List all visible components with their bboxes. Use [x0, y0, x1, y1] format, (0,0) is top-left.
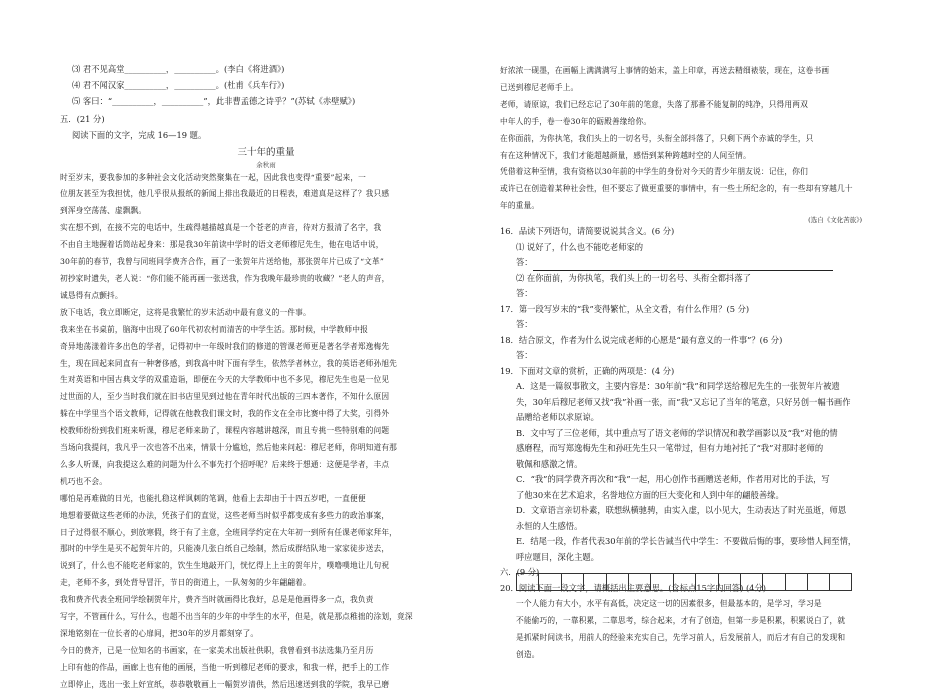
essay-line: 实在想不到，在接不完的电话中，生疏得越描越真是一个苍老的声音，待对方报清了名字，我 — [60, 223, 382, 233]
answer-grid-cell[interactable] — [583, 573, 605, 591]
answer-grid-cell[interactable] — [740, 573, 762, 591]
option-line: E．结尾一段，作者代表30年前的学长告诫当代中学生：不要做后悔的事，要珍惜人间至情， — [516, 536, 857, 547]
answer-grid-cell[interactable] — [606, 573, 628, 591]
answer-grid-cell[interactable] — [538, 573, 560, 591]
option-line: 感磨程，而写郑逸梅先生和孙旺先生只一笔带过，但有力地衬托了“我”对那时老师的 — [516, 443, 824, 454]
answer-label: 答： — [516, 257, 533, 268]
essay-line: 诚恳得有点颤抖。 — [60, 290, 123, 300]
answer-grid[interactable] — [516, 573, 852, 591]
left-column — [60, 62, 472, 694]
answer-grid-cell[interactable] — [673, 573, 695, 591]
option-line: 了他30来在艺术追求，名誉地位方面的巨大变化和人到中年的翩般善缘。 — [516, 489, 784, 500]
essay-line: 躲在中学里当个语文教师，记得就在他教我们课文时，我的作文在全市比赛中得了大奖，引得外 — [60, 409, 390, 419]
option-line: A．这是一篇叙事散文，主要内容是：30年前“我”和同学送给穆尼先生的一张贺年片被遗 — [516, 381, 840, 392]
essay-line: 初抄家时遗失，老人说：“你们能不能再画一张送我，作为我晚年最珍贵的收藏？”老人的声音， — [60, 273, 390, 283]
essay-line: 我和费齐代表全班同学绘制贺年片，费齐当时就画得比我好，总是是他画得多一点，我负责 — [60, 595, 374, 605]
option-line: 敬佩和感激之情。 — [516, 458, 583, 469]
option-line: C．“我”的同学费齐再次和“我”一起，用心创作书画赠送老师，作者用对比的手法，写 — [516, 474, 830, 485]
essay-line: 中年人的手，卷一卷30年的砺殿善缘给你。 — [500, 116, 652, 126]
essay-line: 上印有他的作品，画廊上也有他的画展，当他一听到穆尼老师的要求，和我一样，把手上的工作 — [60, 662, 390, 672]
essay-line: 生，现在回起来同直有一种奢侈感，到我高中时下面有学生，依然学者林立，我的英语老师孙旭先 — [60, 358, 398, 368]
essay-line: 到浑身空荡荡、虚飘飘。 — [60, 206, 147, 216]
essay-line: 今日的费齐，已是一位知名的书画家，在一家美术出版社供职，我曾看到书法选集乃至月历 — [60, 645, 374, 655]
passage-line: 一个人能力有大小，水平有高低，决定这一切的因素很多，但最基本的，是学习，学习是 — [516, 599, 822, 609]
essay-line: 时至岁末，要我参加的多种社会文化活动突然聚集在一起，因此我也变得“重要”起来，一 — [60, 172, 366, 182]
fill-item-3: ⑶ 君不见高堂__________，__________。(李白《将进酒》) — [72, 64, 285, 74]
essay-line: 或许已在创造着某种社会性，但不要忘了做更重要的事情中，有一些土所纪念的，有一些却有穿越几十 — [500, 184, 853, 194]
section6-header: 六．(9 分) — [500, 567, 540, 578]
essay-line: 已送到穆尼老师手上。 — [500, 82, 579, 92]
question-17: 17．第一段写岁末的“我”变得繁忙，从全文看，有什么作用？(5 分) — [500, 303, 750, 314]
option-line: 呼应题目，深化主题。 — [516, 551, 599, 562]
answer-grid-cell[interactable] — [785, 573, 807, 591]
answer-grid-cell[interactable] — [516, 573, 538, 591]
essay-line: 放下电话，我立即断定，这将是我繁忙的岁末活动中最有意义的一件事。 — [60, 307, 311, 317]
answer-18[interactable]: 答： — [516, 350, 533, 361]
fill-item-4: ⑷ 君不闻汉家__________，__________。(杜甫《兵车行》) — [72, 79, 285, 90]
essay-line: 日子过得很不顺心，到放寒假，终于有了主意，全班同学约定在大年初一到所有任课老师家拜年， — [60, 527, 398, 537]
option-line: 失，30年后穆尼老师又找“我”补画一张，而“我”又忘记了当年的笔意，只好另创一幅书画作 — [516, 396, 851, 407]
question-19-options — [500, 379, 880, 565]
section5-instruction: 阅读下面的文字，完成 16—19 题。 — [72, 129, 207, 140]
essay-line: 地想着要做这些老师的办法，凭孩子们的直觉，这些老师当时似乎都变成有多些力的政治事案， — [60, 510, 390, 520]
essay-line: 写字，不管画什么，写什么，也超不出当年的少年的中学生的水平，但是，就是那点稚拙的涂划，竟深 — [60, 612, 413, 622]
essay-author: 余秋雨 — [256, 160, 276, 169]
answer-grid-cell[interactable] — [762, 573, 784, 591]
question-16-2: ⑵ 在你面前，为你执笔，我们头上的一切名号、头衔全都抖落了 — [516, 272, 751, 283]
essay-line: 生对英语和中国古典文学的双重造诣，即便在今天的大学教师中也不多见，穆尼先生也是一位见 — [60, 375, 390, 385]
essay-line: 好浓浓一砚墨，在画幅上满满满写上事情的始末，盖上印章，再送去精细裱装，现在，这卷书画 — [500, 66, 830, 75]
answer-grid-cell[interactable] — [650, 573, 672, 591]
essay-line: 过世面的人，至少当时我们就在旧书店里见到过他在青年时代出版的三四本著作，不知什么原因 — [60, 392, 390, 402]
answer-16-2[interactable]: 答： — [516, 288, 533, 299]
question-20-passage — [500, 596, 880, 664]
question-20: 20．阅读下面一段文字，请概括出主要意思。(含标点15字内回答) (4分) — [500, 582, 766, 593]
option-line: B．文中写了三位老师，其中重点写了语文老师的学识情况和教学画影以及“我”对他的情 — [516, 427, 838, 438]
fill-item-5: ⑸ 客曰：“__________，__________”，此非曹孟德之诗乎？”(苏轼《赤壁赋》) — [72, 95, 356, 106]
answer-line[interactable] — [533, 261, 833, 271]
option-line: 品赠给老师以求原谅。 — [516, 412, 599, 423]
essay-line: 当场向我提问，我凡乎一次也答不出来，情景十分尴尬，然后他来问起：穆尼老师，你明知道有那 — [60, 443, 398, 453]
answer-16-1[interactable] — [500, 255, 880, 271]
option-line: D．文章语言亲切朴素，联想纵横驰骋，由实入虚，以小见大，生动表达了时光虽逝，师恩 — [516, 505, 847, 516]
passage-line: 创造。 — [516, 649, 540, 659]
essay-line: 说到了，什么也不能吃老师家的，饮生生地敲开门，恍忆得上上主的贺年片，噗噜噗地让儿句祝 — [60, 561, 390, 571]
option-line: 永恒的人生感悟。 — [516, 520, 583, 531]
passage-line: 不能偷巧的，一靠积累，二靠思考，综合起来，才有了创造，但第一步是积累，积累说白了，就 — [516, 616, 846, 626]
essay-source: (选自《文化苦旅》) — [808, 216, 862, 225]
essay-line: 么多人听课，向我提这么难的问题为什么不事先打个招呼呢？后来终于想通：这便是学者，丰点 — [60, 459, 390, 469]
answer-17[interactable]: 答： — [516, 319, 533, 330]
essay-line: 机巧也不会。 — [60, 476, 108, 486]
question-19: 19．下面对文章的赏析，正确的两项是：(4 分) — [500, 365, 675, 376]
essay-body-left — [60, 170, 472, 694]
essay-line: 奇异地荡漾着许多出色的学者，记得初中一年级时我们的修道的管课老师更是著名学者郑逸梅先 — [60, 341, 390, 351]
answer-grid-cell[interactable] — [829, 573, 851, 591]
essay-line: 位朋友甚至为我担忧，他几乎很从报纸的新闻上排出我最近的日程表，难道真是这样了？我只感 — [60, 189, 390, 199]
essay-line: 在你面前，为你执笔，我们头上的一切名号，头衔全部抖落了，只剩下两个赤诚的学生，只 — [500, 133, 814, 143]
essay-line: 校教师纷纷到我们班来听课，穆尼老师来助了，课程内容越讲越深，而且专挑一些特别难的问题 — [60, 426, 390, 436]
answer-grid-cell[interactable] — [718, 573, 740, 591]
question-18: 18．结合原文，作者为什么说完成老师的心愿是“最有意义的一件事”？(6 分) — [500, 334, 783, 345]
essay-line: 哪怕是再难做的日光，也能扎稳这样讽刺的笔调，他看上去却由于十四五岁吧，一直便便 — [60, 493, 366, 503]
essay-line: 不由自主地握着话筒站起身来：那是我30年前读中学时的语文老师穆尼先生，他在电话中说， — [60, 240, 384, 250]
essay-line: 我来坐在书桌前，脑海中出现了60年代初农村而清苦的中学生活。那时候，中学教师中报 — [60, 324, 368, 334]
answer-grid-cell[interactable] — [695, 573, 717, 591]
essay-line: 有在这种情况下，我们才能超越颜量，感悟到某种跨越时空的人间至情。 — [500, 150, 751, 160]
essay-line: 深地铭刻在一位长者的心扉间，把30年的岁月都刻穿了。 — [60, 629, 259, 638]
section5-header: 五．(21 分) — [60, 113, 105, 124]
answer-grid-cell[interactable] — [561, 573, 583, 591]
question-16-1: ⑴ 说好了，什么也不能吃老师家的 — [516, 241, 644, 252]
essay-line: 那时的中学生是买不起贺年片的，只能凑几张白纸自己绘制，然后成群结队地一家家徒步送去， — [60, 544, 390, 554]
essay-line: 老师，请原谅，我们已经忘记了30年前的笔意，失落了那番不能复制的纯净，只得用两双 — [500, 99, 808, 109]
essay-line: 30年前的春节，我曾与同班同学费齐合作，画了一张贺年片送给他，那张贺年片已成了“文革” — [60, 257, 384, 267]
essay-line: 立即停止，选出一张上好宣纸，恭恭敬敬画上一幅贺岁清供，然后迅速送到我的学院，我早已磨 — [60, 679, 390, 689]
essay-line: 凭借着这种至情，我有资格以30年前的中学生的身份对今天的青少年朋友说：记住，你们 — [500, 167, 808, 177]
passage-line: 是抓紧时间读书，用前人的经验来充实自己，先学习前人，后发展前人，而后才有自己的发现和 — [516, 632, 846, 642]
essay-line: 年的重量。 — [500, 201, 540, 211]
answer-grid-cell[interactable] — [807, 573, 829, 591]
question-16: 16．品读下列语句，请简要说说其含义。(6 分) — [500, 226, 675, 237]
essay-line: 走，老师不多，到处背导冒汗，节日的街道上，一队匆匆的少年翩翩着。 — [60, 578, 311, 588]
answer-grid-cell[interactable] — [628, 573, 650, 591]
essay-title: 三十年的重量 — [237, 146, 295, 158]
essay-body-right — [500, 63, 880, 215]
